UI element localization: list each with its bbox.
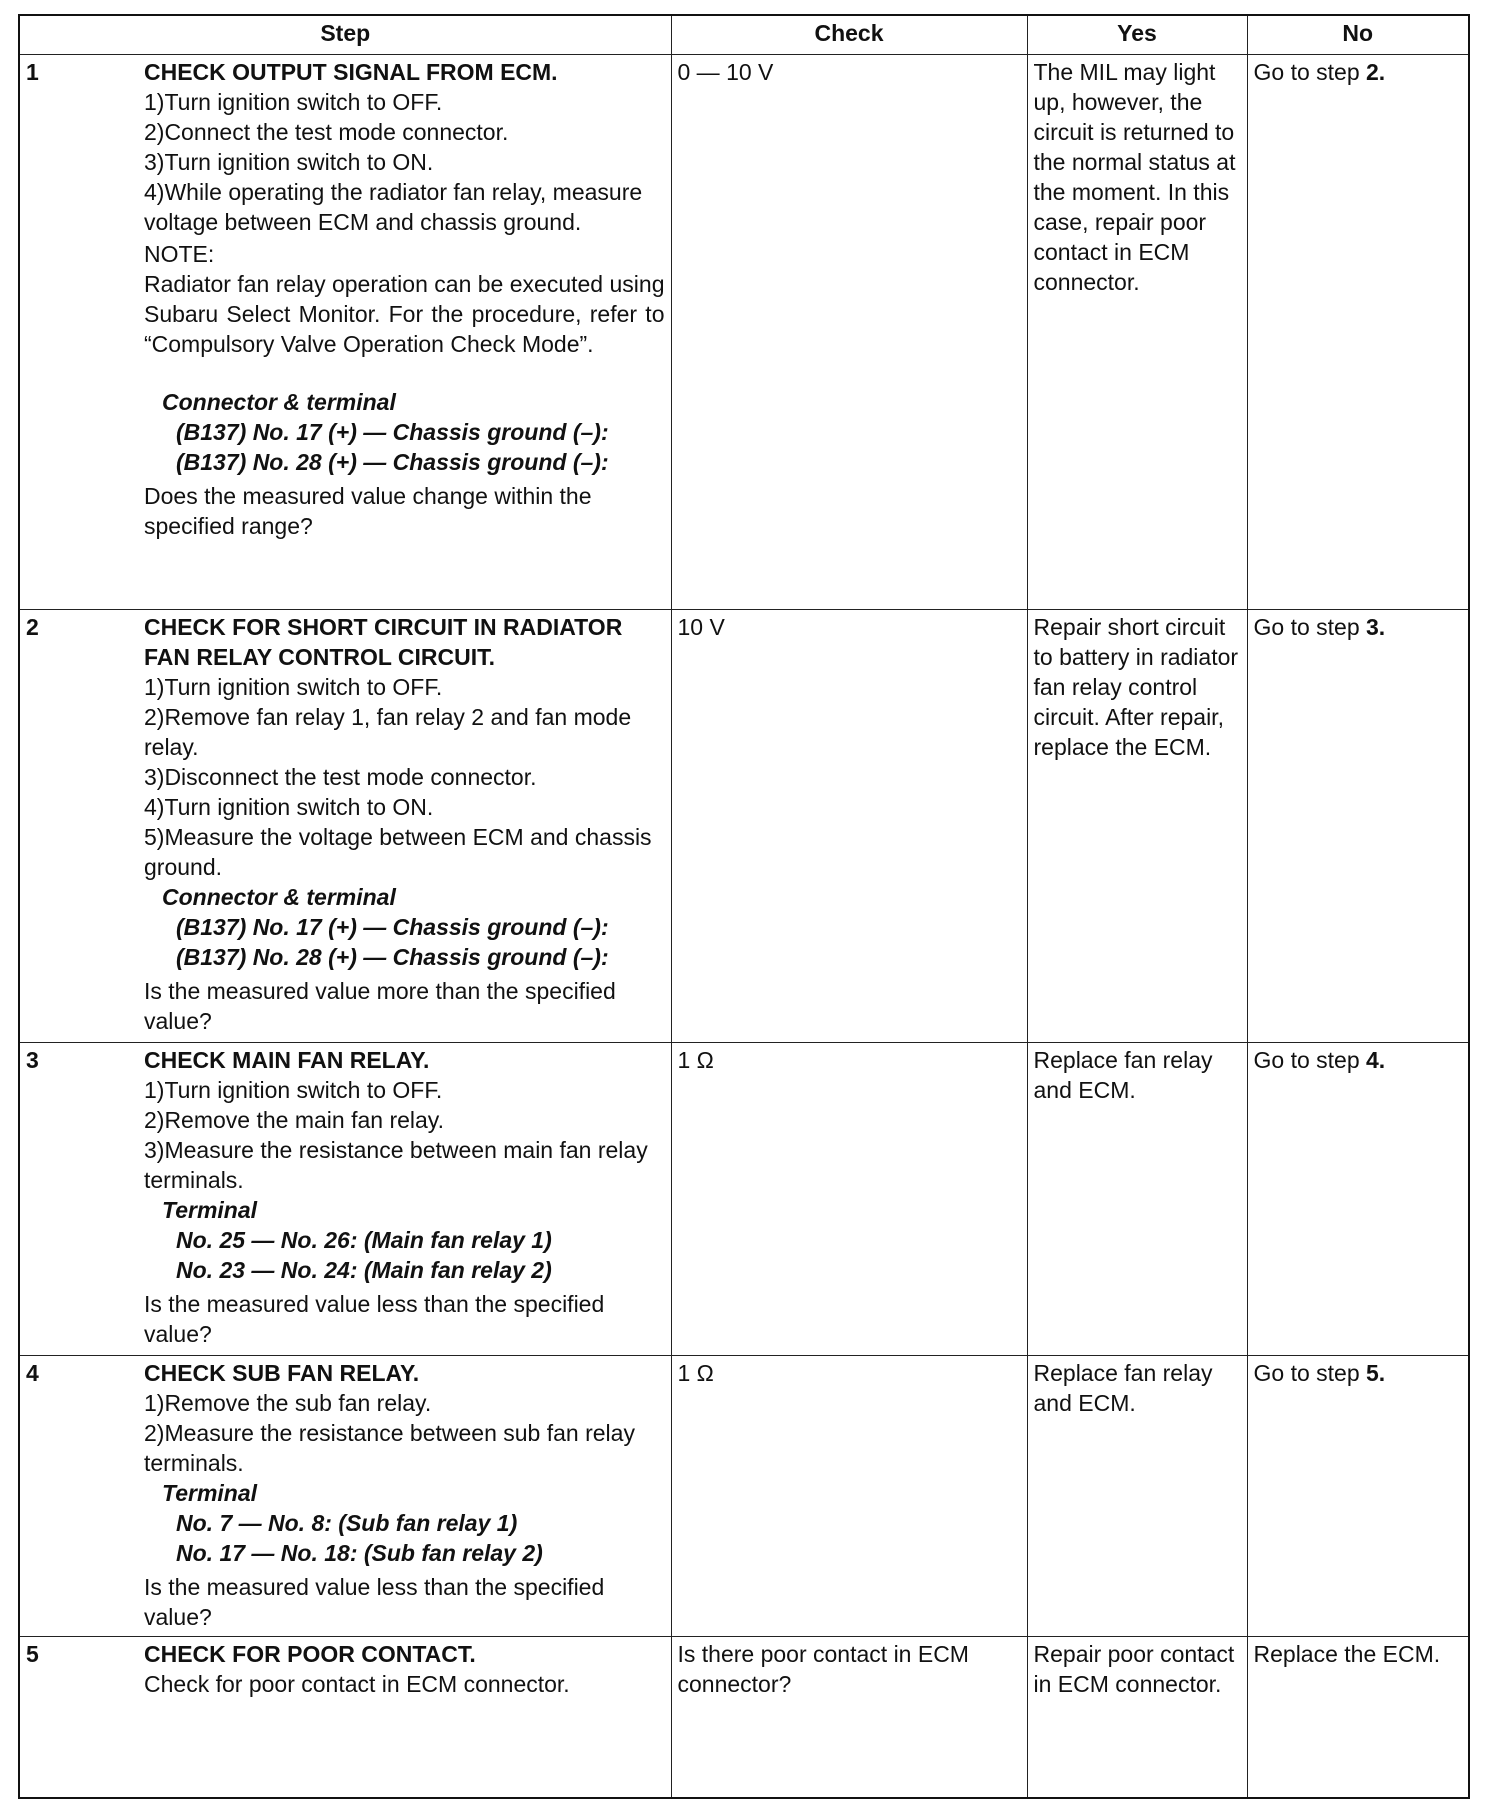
goto-text: Go to step bbox=[1253, 1047, 1367, 1073]
goto-step: 5. bbox=[1366, 1360, 1386, 1386]
step-number: 3 bbox=[26, 1047, 39, 1073]
terminal-spec: No. 7 — No. 8: (Sub fan relay 1) bbox=[176, 1510, 518, 1536]
step-title: CHECK SUB FAN RELAY. bbox=[144, 1360, 420, 1386]
step-title: CHECK FOR SHORT CIRCUIT IN RADIATOR FAN RELAY CONTROL CIRCUIT. bbox=[144, 614, 623, 670]
table-row bbox=[19, 610, 1469, 1043]
check-cell: 10 V bbox=[671, 610, 1027, 1043]
goto-step: 4. bbox=[1366, 1047, 1386, 1073]
header-check: Check bbox=[671, 15, 1027, 55]
yes-cell: Repair poor contact in ECM connector. bbox=[1027, 1637, 1247, 1799]
terminal-label: Connector & terminal bbox=[162, 884, 396, 910]
terminal-label: Connector & terminal bbox=[162, 389, 396, 415]
goto-text: Go to step bbox=[1253, 59, 1367, 85]
instruction: 2)Connect the test mode connector. bbox=[144, 119, 509, 145]
instruction: Check for poor contact in ECM connector. bbox=[144, 1671, 570, 1697]
check-cell: 0 — 10 V bbox=[671, 55, 1027, 610]
terminal-spec: (B137) No. 17 (+) — Chassis ground (–): bbox=[176, 914, 609, 940]
terminal-label: Terminal bbox=[162, 1197, 258, 1223]
no-cell bbox=[1247, 55, 1469, 610]
step-title: CHECK MAIN FAN RELAY. bbox=[144, 1047, 430, 1073]
terminal-spec: (B137) No. 28 (+) — Chassis ground (–): bbox=[176, 944, 609, 970]
terminal-spec: (B137) No. 28 (+) — Chassis ground (–): bbox=[176, 449, 609, 475]
instruction: 2)Remove the main fan relay. bbox=[144, 1107, 444, 1133]
step-question: Is the measured value less than the specified value? bbox=[144, 1291, 605, 1347]
step-title: CHECK OUTPUT SIGNAL FROM ECM. bbox=[144, 59, 558, 85]
goto-text: Go to step bbox=[1253, 1360, 1367, 1386]
check-cell: 1 Ω bbox=[671, 1043, 1027, 1356]
terminal-spec: No. 23 — No. 24: (Main fan relay 2) bbox=[176, 1257, 552, 1283]
step-question: Does the measured value change within the specified range? bbox=[144, 483, 592, 539]
step-number: 2 bbox=[26, 614, 39, 640]
step-number: 5 bbox=[26, 1641, 39, 1667]
instruction: 3)Disconnect the test mode connector. bbox=[144, 764, 537, 790]
table-row bbox=[19, 55, 1469, 610]
goto-step: 2. bbox=[1366, 59, 1386, 85]
instruction: 3)Turn ignition switch to ON. bbox=[144, 149, 434, 175]
header-no: No bbox=[1247, 15, 1469, 55]
no-cell bbox=[1247, 610, 1469, 1043]
instruction: 2)Remove fan relay 1, fan relay 2 and fan mode relay. bbox=[144, 704, 632, 760]
no-cell bbox=[1247, 1356, 1469, 1637]
step-question: Is the measured value less than the specified value? bbox=[144, 1574, 605, 1630]
diagnostic-table bbox=[18, 14, 1470, 1799]
terminal-spec: No. 25 — No. 26: (Main fan relay 1) bbox=[176, 1227, 552, 1253]
instruction: 4)Turn ignition switch to ON. bbox=[144, 794, 434, 820]
instruction: 4)While operating the radiator fan relay, measure voltage between ECM and chassis ground. bbox=[144, 179, 643, 235]
check-cell: Is there poor contact in ECM connector? bbox=[671, 1637, 1027, 1799]
instruction: 3)Measure the resistance between main fan relay terminals. bbox=[144, 1137, 648, 1193]
terminal-spec: No. 17 — No. 18: (Sub fan relay 2) bbox=[176, 1540, 543, 1566]
yes-cell: The MIL may light up, however, the circuit is returned to the normal status at the moment. In this case, repair poor contact in ECM connector. bbox=[1027, 55, 1247, 610]
step-cell bbox=[19, 55, 671, 610]
table-row bbox=[19, 1637, 1469, 1799]
step-number: 4 bbox=[26, 1360, 39, 1386]
step-cell bbox=[19, 1043, 671, 1356]
step-question: Is the measured value more than the specified value? bbox=[144, 978, 616, 1034]
note-text: Radiator fan relay operation can be executed using Subaru Select Monitor. For the procedure, refer to “Compulsory Valve Operation Check Mode”. bbox=[144, 271, 665, 357]
no-cell bbox=[1247, 1043, 1469, 1356]
goto-text: Go to step bbox=[1253, 614, 1367, 640]
instruction: 1)Turn ignition switch to OFF. bbox=[144, 674, 443, 700]
check-cell: 1 Ω bbox=[671, 1356, 1027, 1637]
no-cell: Replace the ECM. bbox=[1247, 1637, 1469, 1799]
step-cell bbox=[19, 1356, 671, 1637]
header-row bbox=[19, 15, 1469, 55]
step-number: 1 bbox=[26, 59, 39, 85]
goto-step: 3. bbox=[1366, 614, 1386, 640]
step-cell bbox=[19, 610, 671, 1043]
header-yes: Yes bbox=[1027, 15, 1247, 55]
yes-cell: Replace fan relay and ECM. bbox=[1027, 1356, 1247, 1637]
instruction: 1)Turn ignition switch to OFF. bbox=[144, 89, 443, 115]
note-label: NOTE: bbox=[144, 241, 215, 267]
terminal-label: Terminal bbox=[162, 1480, 258, 1506]
instruction: 1)Turn ignition switch to OFF. bbox=[144, 1077, 443, 1103]
table-row bbox=[19, 1356, 1469, 1637]
step-title: CHECK FOR POOR CONTACT. bbox=[144, 1641, 476, 1667]
instruction: 5)Measure the voltage between ECM and chassis ground. bbox=[144, 824, 652, 880]
yes-cell: Replace fan relay and ECM. bbox=[1027, 1043, 1247, 1356]
table-row bbox=[19, 1043, 1469, 1356]
instruction: 1)Remove the sub fan relay. bbox=[144, 1390, 432, 1416]
header-step: Step bbox=[19, 15, 671, 55]
yes-cell: Repair short circuit to battery in radiator fan relay control circuit. After repair, replace the ECM. bbox=[1027, 610, 1247, 1043]
step-cell bbox=[19, 1637, 671, 1799]
terminal-spec: (B137) No. 17 (+) — Chassis ground (–): bbox=[176, 419, 609, 445]
instruction: 2)Measure the resistance between sub fan relay terminals. bbox=[144, 1420, 635, 1476]
